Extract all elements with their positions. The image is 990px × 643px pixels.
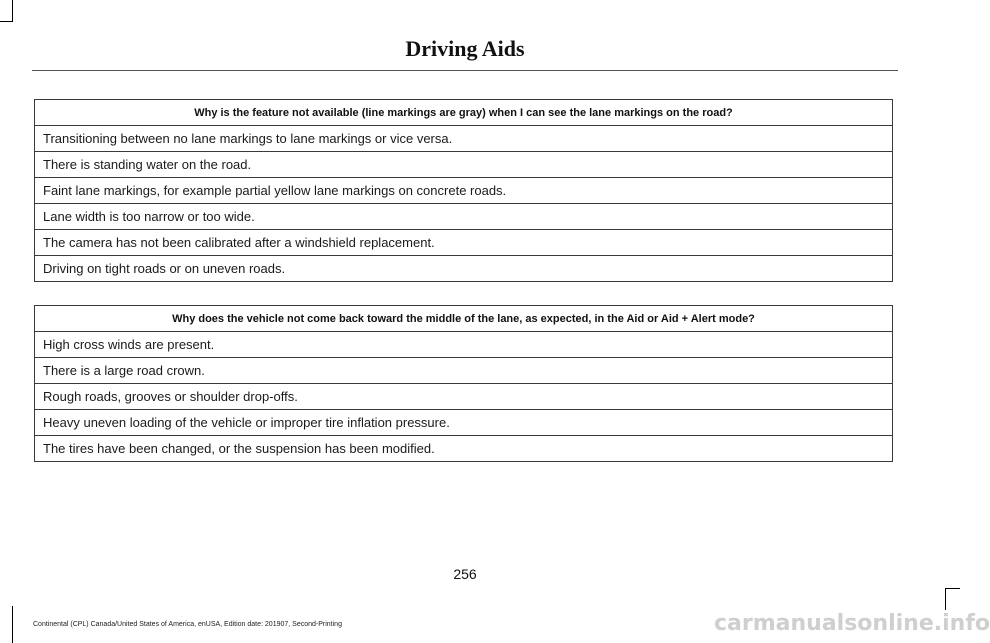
- footer-edition-text: Continental (CPL) Canada/United States of America, enUSA, Edition date: 201907, Second-Printing: [33, 621, 342, 628]
- title-rule: [32, 70, 898, 71]
- faq-table-lane-centering: [34, 305, 893, 462]
- table-cell: The tires have been changed, or the suspension has been modified.: [35, 436, 893, 462]
- table-row: [35, 256, 893, 282]
- table-cell: Faint lane markings, for example partial yellow lane markings on concrete roads.: [35, 178, 893, 204]
- page-number: 256: [453, 566, 477, 582]
- table-cell: Driving on tight roads or on uneven roads.: [35, 256, 893, 282]
- table-cell: There is a large road crown.: [35, 358, 893, 384]
- table-row: [35, 126, 893, 152]
- crop-mark-bottom-right-v: [945, 588, 946, 610]
- table-cell: Lane width is too narrow or too wide.: [35, 204, 893, 230]
- table-row: [35, 152, 893, 178]
- table-row: [35, 332, 893, 358]
- table-cell: There is standing water on the road.: [35, 152, 893, 178]
- table-header: Why is the feature not available (line markings are gray) when I can see the lane markings on the road?: [35, 100, 893, 126]
- crop-mark-top-left-v: [12, 0, 13, 22]
- table-cell: Heavy uneven loading of the vehicle or improper tire inflation pressure.: [35, 410, 893, 436]
- table-header-row: [35, 100, 893, 126]
- table-row: [35, 436, 893, 462]
- table-header: Why does the vehicle not come back toward the middle of the lane, as expected, in the Aid or Aid + Alert mode?: [35, 306, 893, 332]
- watermark-logo: carmanualsonline.info: [714, 611, 990, 636]
- table-row: [35, 204, 893, 230]
- crop-mark-top-left-h: [0, 21, 13, 22]
- table-cell: Transitioning between no lane markings to lane markings or vice versa.: [35, 126, 893, 152]
- faq-table-unavailable: [34, 99, 893, 282]
- table-cell: Rough roads, grooves or shoulder drop-offs.: [35, 384, 893, 410]
- table-cell: High cross winds are present.: [35, 332, 893, 358]
- page-title: Driving Aids: [405, 36, 525, 61]
- crop-mark-bottom-left-v: [12, 606, 13, 643]
- table-cell: The camera has not been calibrated after a windshield replacement.: [35, 230, 893, 256]
- table-header-row: [35, 306, 893, 332]
- table-row: [35, 178, 893, 204]
- table-row: [35, 358, 893, 384]
- crop-mark-bottom-right-h: [945, 588, 960, 589]
- table-row: [35, 384, 893, 410]
- table-row: [35, 410, 893, 436]
- table-row: [35, 230, 893, 256]
